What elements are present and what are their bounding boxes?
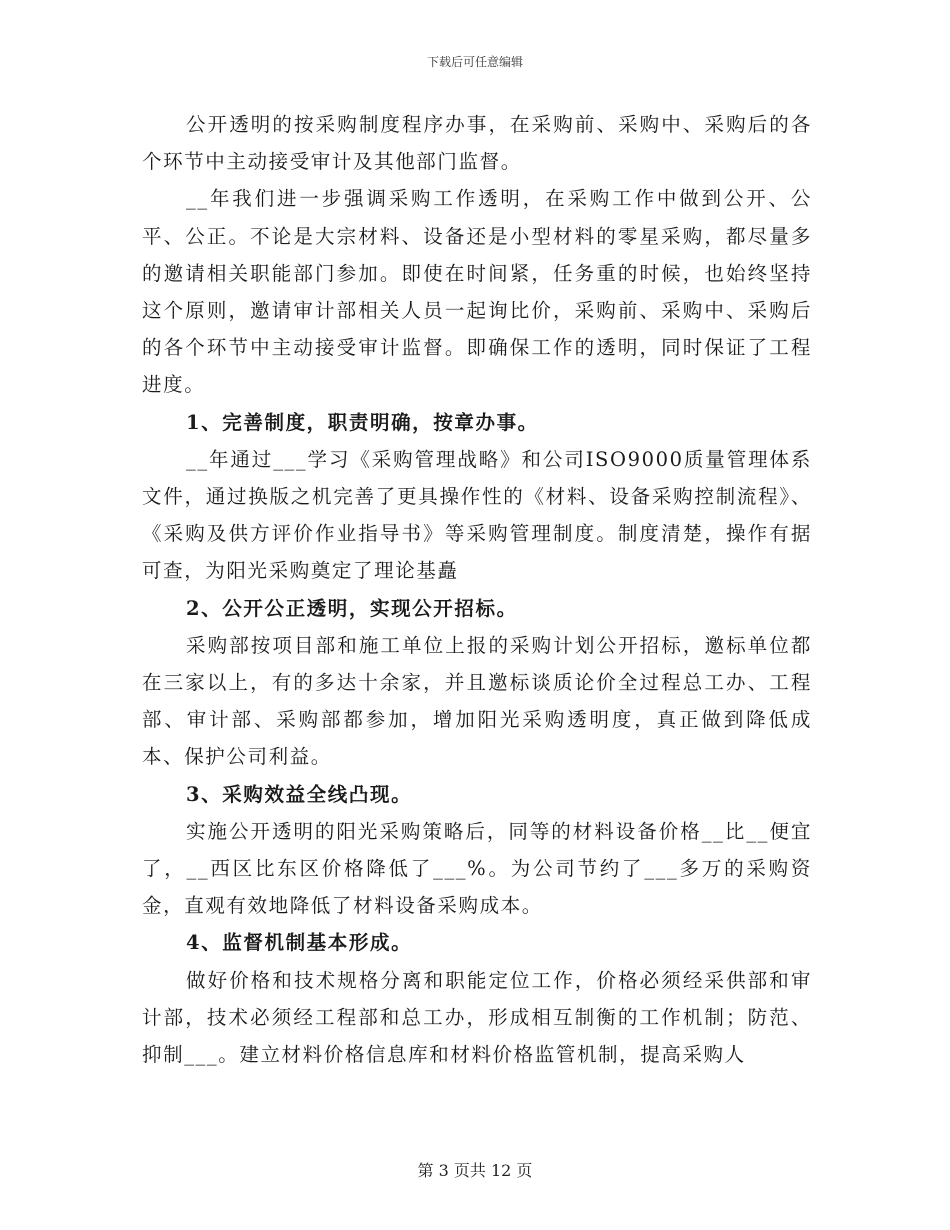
paragraph-system-documents: __年通过___学习《采购管理战略》和公司ISO9000质量管理体系文件，通过换版之机完善了更具操作性的《材料、设备采购控制流程》、《采购及供方评价作业指导书》等采购管理制度。制度清楚，操作有据可查，为阳光采购奠定了理论基矗 bbox=[142, 447, 812, 583]
paragraph-checks-balances: 做好价格和技术规格分离和职能定位工作，价格必须经采供部和审计部，技术必须经工程部和总工办，形成相互制衡的工作机制；防范、抑制___。建立材料价格信息库和材料价格监管机制，提高采购人 bbox=[142, 968, 812, 1067]
heading-procurement-benefits: 3、采购效益全线凸现。 bbox=[186, 782, 413, 806]
heading-supervision-mechanism: 4、监督机制基本形成。 bbox=[186, 931, 413, 955]
page-header: 下载后可任意编辑 bbox=[426, 55, 523, 69]
paragraph-cost-savings: 实施公开透明的阳光采购策略后，同等的材料设备价格__比__便宜了，__西区比东区价格降低了___%。为公司节约了___多万的采购资金，直观有效地降低了材料设备采购成本。 bbox=[142, 819, 812, 918]
paragraph-transparency: __年我们进一步强调采购工作透明，在采购工作中做到公开、公平、公正。不论是大宗材料、设备还是小型材料的零星采购，都尽量多的邀请相关职能部门参加。即使在时间紧，任务重的时候，也始终坚持这个原则，邀请审计部相关人员一起询比价，采购前、采购中、采购后的各个环节中主动接受审计监督。即确保工作的透明，同时保证了工程进度。 bbox=[142, 187, 812, 397]
heading-improve-system: 1、完善制度，职责明确，按章办事。 bbox=[186, 410, 539, 434]
document-body bbox=[142, 106, 812, 1073]
paragraph-supervision: 公开透明的按采购制度程序办事，在采购前、采购中、采购后的各个环节中主动接受审计及其他部门监督。 bbox=[142, 113, 812, 174]
page-number: 第 3 页共 12 页 bbox=[417, 1161, 533, 1180]
paragraph-bidding: 采购部按项目部和施工单位上报的采购计划公开招标，邀标单位都在三家以上，有的多达十余家，并且邀标谈质论价全过程总工办、工程部、审计部、采购部都参加，增加阳光采购透明度，真正做到降低成本、保护公司利益。 bbox=[142, 633, 812, 769]
heading-public-bidding: 2、公开公正透明，实现公开招标。 bbox=[186, 596, 518, 620]
